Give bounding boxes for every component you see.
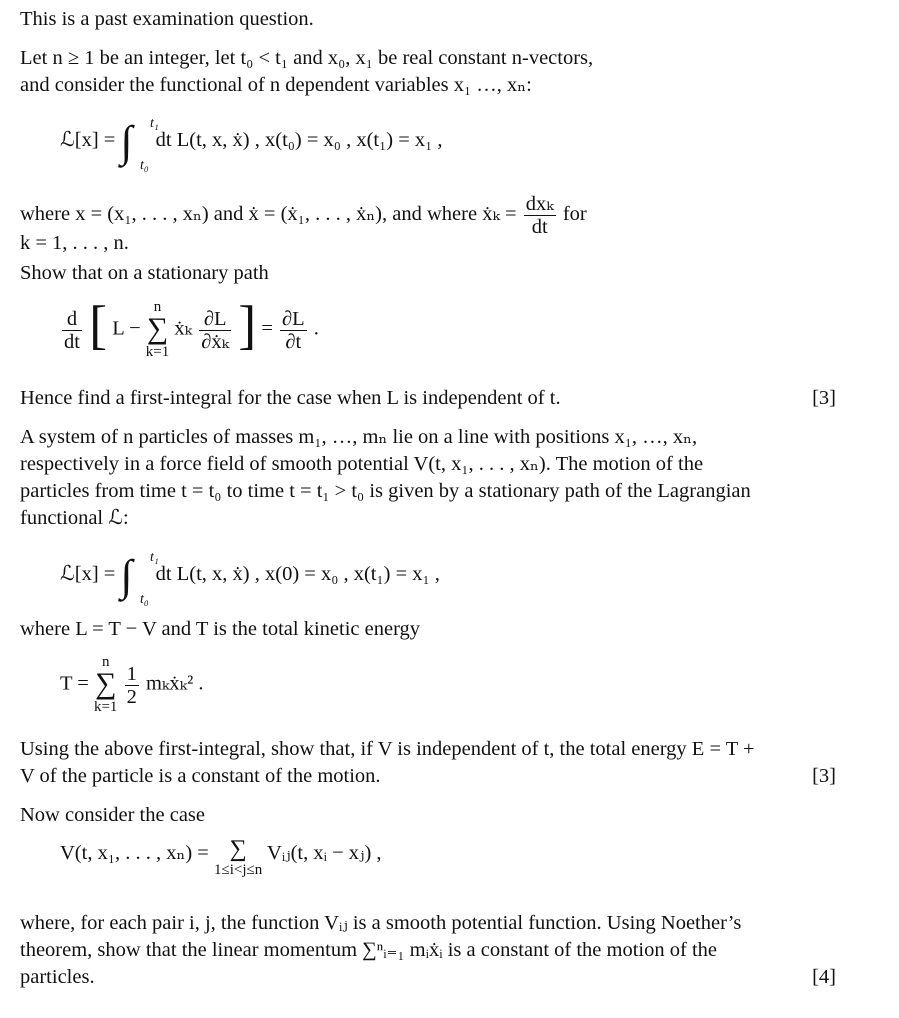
setup-line-1: Let n ≥ 1 be an integer, let t₀ < t₁ and x₀, x₁ be real constant n-vectors, — [20, 47, 594, 69]
mark-2: [3] — [812, 765, 836, 787]
right-bracket: ] — [238, 294, 257, 355]
kinetic-energy-equation: T = n ∑ k=1 $\frac{1}{2}$ mₖẋₖ² . — [60, 654, 204, 715]
integral-lower-limit-2: t₀ — [140, 592, 149, 607]
paragraph-noether: where, for each pair i, j, the function Vᵢⱼ is a smooth potential function. Using Noether’s theorem, show that the linear momentum ∑ⁿᵢ₌₁ mᵢẋᵢ is a constant of the motion of the particles. — [20, 912, 742, 988]
partial-fraction: $\frac{\partial L}{\text{∂ẋₖ}}$ — [201, 307, 230, 353]
functional-body: dt L(t, x, ẋ) , x(t₀) = x₀ , x(t₁) = x₁ , — [155, 129, 443, 151]
lagrangian-equation — [60, 550, 440, 607]
potential-equation: V(t, x₁, . . . , xₙ) = ∑ 1≤i<j≤n Vᵢⱼ(t, xᵢ − xⱼ) , — [60, 836, 382, 878]
integral-upper-limit: t₁ — [150, 116, 159, 131]
functional-equation — [60, 116, 443, 173]
functional-lhs: ℒ[x] = — [60, 129, 116, 151]
integral-sign-2: ∫ — [120, 551, 133, 600]
integral-sign: ∫ — [120, 117, 133, 166]
integral-lower-limit: t₀ — [140, 158, 149, 173]
integral-upper-limit-2: t₁ — [150, 550, 159, 565]
sum-symbol-2: n ∑ k=1 — [93, 654, 118, 715]
sum-symbol: n ∑ k=1 — [145, 299, 170, 360]
paragraph-case: Now consider the case — [20, 804, 206, 826]
paragraph-setup — [20, 45, 832, 99]
sum-symbol-3: ∑ 1≤i<j≤n — [213, 836, 263, 878]
partial-t-fraction: $\frac{\partial L}{\partial t}$ — [282, 307, 305, 353]
definitions-range: k = 1, . . . , n. — [20, 232, 129, 254]
paragraph-show: Show that on a stationary path — [20, 262, 269, 284]
paragraph-particles: A system of n particles of masses m₁, …, mₙ lie on a line with positions x₁, …, xₙ, respectively in a force field of smooth potential V(t, x₁, . . . , xₙ). The motion of the particles from time t = t₀ to time t = t₁ > t₀ is given by a stationary path of the Lagrangian functional ℒ: — [20, 426, 751, 529]
mark-1: [3] — [812, 387, 836, 409]
lagrangian-body: dt L(t, x, ẋ) , x(0) = x₀ , x(t₁) = x₁ , — [155, 563, 440, 585]
mark-3: [4] — [812, 966, 836, 988]
derivative-fraction: $\frac{\text{dxₖ}}{dt}$ — [525, 193, 554, 238]
left-bracket: [ — [89, 294, 108, 355]
definitions-text: where x = (x₁, . . . , xₙ) and ẋ = (ẋ₁, . . . , ẋₙ), and where ẋₖ = — [20, 203, 517, 226]
setup-line-2: and consider the functional of n dependent variables x₁ …, xₙ: — [20, 74, 532, 96]
half-fraction: $\frac{1}{2}$ — [126, 662, 137, 708]
paragraph-energy: Using the above first-integral, show that, if V is independent of t, the total energy E = T + V of the particle is a constant of the motion. — [20, 738, 755, 787]
paragraph-first-integral: Hence find a first-integral for the case when L is independent of t. — [20, 387, 561, 409]
paragraph-kinetic: where L = T − V and T is the total kinetic energy — [20, 618, 421, 640]
lagrangian-lhs: ℒ[x] = — [60, 563, 116, 585]
paragraph-definitions: where x = (x₁, . . . , xₙ) and ẋ = (ẋ₁, . . . , ẋₙ), and where ẋₖ = $\frac{\text{dxₖ}}{dt}$ for k = 1, . . . , n. — [20, 193, 832, 257]
d-dt-fraction: $\frac{d}{dt}$ — [64, 307, 80, 353]
intro-text: This is a past examination question. — [20, 8, 314, 30]
stationary-equation: $\frac{d}{dt}$ [ L − n ∑ k=1 ẋₖ $\frac{\partial L}{\text{∂ẋₖ}}$ ] = $\frac{\partial L}{\partial t}$ . — [64, 294, 319, 360]
